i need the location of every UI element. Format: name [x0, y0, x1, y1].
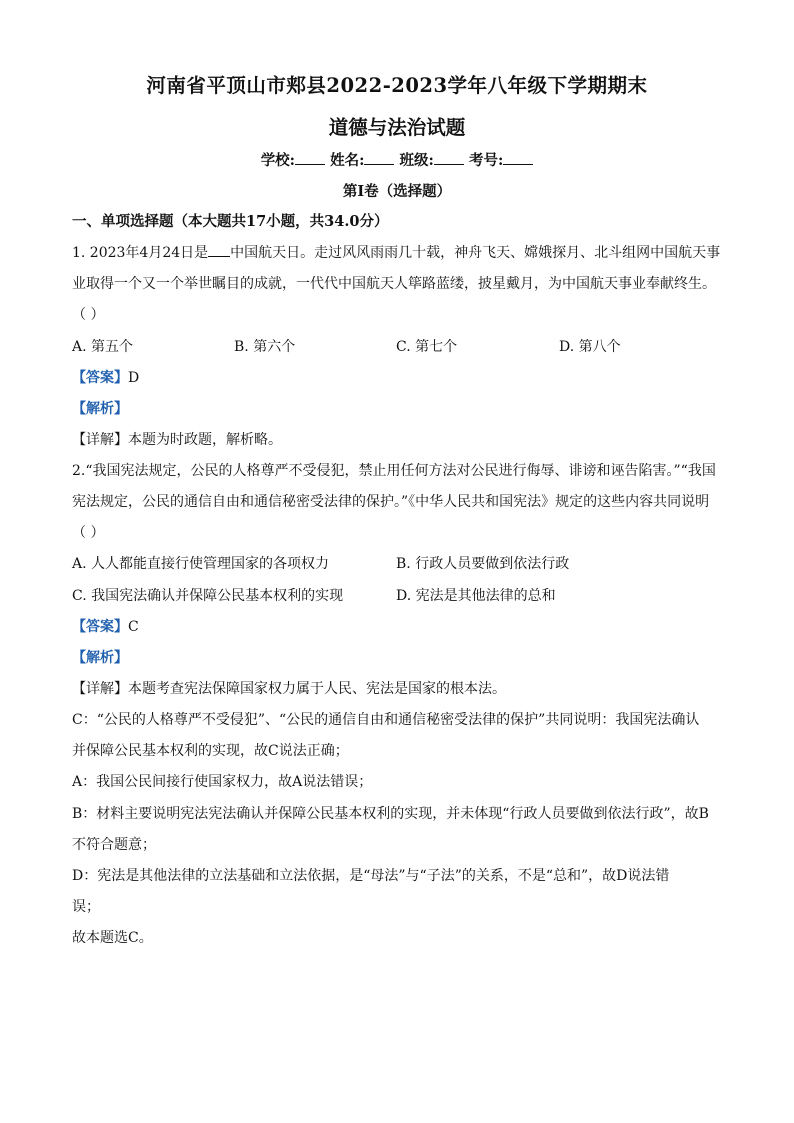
- exam-no-blank: [503, 164, 533, 165]
- detail-tag: 【详解】: [72, 432, 128, 448]
- q1-stem-line2: 业取得一个又一个举世瞩目的成就，一代代中国航天人筚路蓝缕，披星戴月，为中国航天事业奉献终生。: [72, 276, 716, 292]
- q2-explanation-line: C：“公民的人格尊严不受侵犯”、“公民的通信自由和通信秘密受法律的保护”共同说明：我国宪法确认: [72, 712, 700, 728]
- q2-stem-line2: 宪法规定，公民的通信自由和通信秘密受法律的保护。”《中华人民共和国宪法》规定的这些内容共同说明: [72, 494, 710, 510]
- detail-tag: 【详解】: [72, 681, 128, 697]
- q2-stem-line1: 2.“我国宪法规定，公民的人格尊严不受侵犯，禁止用任何方法对公民进行侮辱、诽谤和诬告陷害。”“我国: [72, 463, 716, 479]
- q2-detail: 本题考查宪法保障国家权力属于人民、宪法是国家的根本法。: [128, 681, 506, 697]
- q2-answer: C: [128, 619, 139, 635]
- q1-paren: （ ）: [72, 307, 105, 323]
- class-blank: [434, 164, 464, 165]
- q2-explanation-line: A：我国公民间接行使国家权力，故A说法错误；: [72, 774, 373, 790]
- q2-explanation-line: 并保障公民基本权利的实现，故C说法正确；: [72, 743, 349, 759]
- q2-option-b: B. 行政人员要做到依法行政: [396, 556, 570, 572]
- q1-option-b: B. 第六个: [234, 339, 296, 355]
- answer-tag: 【答案】: [72, 370, 128, 386]
- q1-option-d: D. 第八个: [559, 339, 621, 355]
- school-label: 学校:: [260, 152, 296, 169]
- q2-paren: （ ）: [72, 525, 105, 541]
- class-label: 班级:: [399, 152, 434, 169]
- q2-option-d: D. 宪法是其他法律的总和: [396, 588, 556, 604]
- q1-detail: 本题为时政题，解析略。: [128, 432, 282, 448]
- section-heading: 一、单项选择题（本大题共17小题，共34.0分）: [72, 213, 389, 230]
- q2-conclusion: 故本题选C。: [72, 930, 153, 946]
- q1-blank: [208, 256, 230, 257]
- q1-analysis-tag: 【解析】: [72, 401, 128, 417]
- answer-tag: 【答案】: [72, 619, 128, 635]
- exam-subtitle: 道德与法治试题: [328, 116, 466, 139]
- q1-stem-post: 中国航天日。走过风风雨雨几十载，神舟飞天、嫦娥探月、北斗组网中国航天事: [230, 245, 721, 261]
- q2-explanation-line: 误；: [72, 899, 100, 915]
- q2-detail-line: [72, 679, 506, 699]
- q2-analysis-tag: 【解析】: [72, 650, 128, 666]
- school-blank: [295, 164, 325, 165]
- q2-option-c: C. 我国宪法确认并保障公民基本权利的实现: [72, 588, 344, 604]
- exam-no-label: 考号:: [468, 152, 504, 169]
- q2-option-a: A. 人人都能直接行使管理国家的各项权力: [72, 556, 330, 572]
- q1-option-a: A. 第五个: [72, 339, 134, 355]
- q2-explanation-line: 不符合题意；: [72, 837, 156, 853]
- q2-explanation-line: B：材料主要说明宪法宪法确认并保障公民基本权利的实现，并未体现“行政人员要做到依法行政”，故B: [72, 806, 709, 822]
- q1-option-c: C. 第七个: [396, 339, 458, 355]
- name-label: 姓名:: [330, 152, 365, 169]
- q1-stem-pre: 1. 2023年4月24日是: [72, 245, 209, 261]
- q2-answer-line: [72, 617, 139, 637]
- exam-title: 河南省平顶山市郏县2022-2023学年八年级下学期期末: [146, 74, 648, 97]
- volume-heading: 第Ⅰ卷（选择题）: [342, 183, 452, 200]
- q1-answer: D: [128, 370, 140, 386]
- q1-detail-line: [72, 430, 282, 450]
- q2-explanation-line: D：宪法是其他法律的立法基础和立法依据，是“母法”与“子法”的关系，不是“总和”，故D说法错: [72, 868, 670, 884]
- name-blank: [364, 164, 394, 165]
- student-info-line: [72, 149, 722, 170]
- q1-stem-line1: [72, 243, 720, 263]
- q1-answer-line: [72, 368, 139, 388]
